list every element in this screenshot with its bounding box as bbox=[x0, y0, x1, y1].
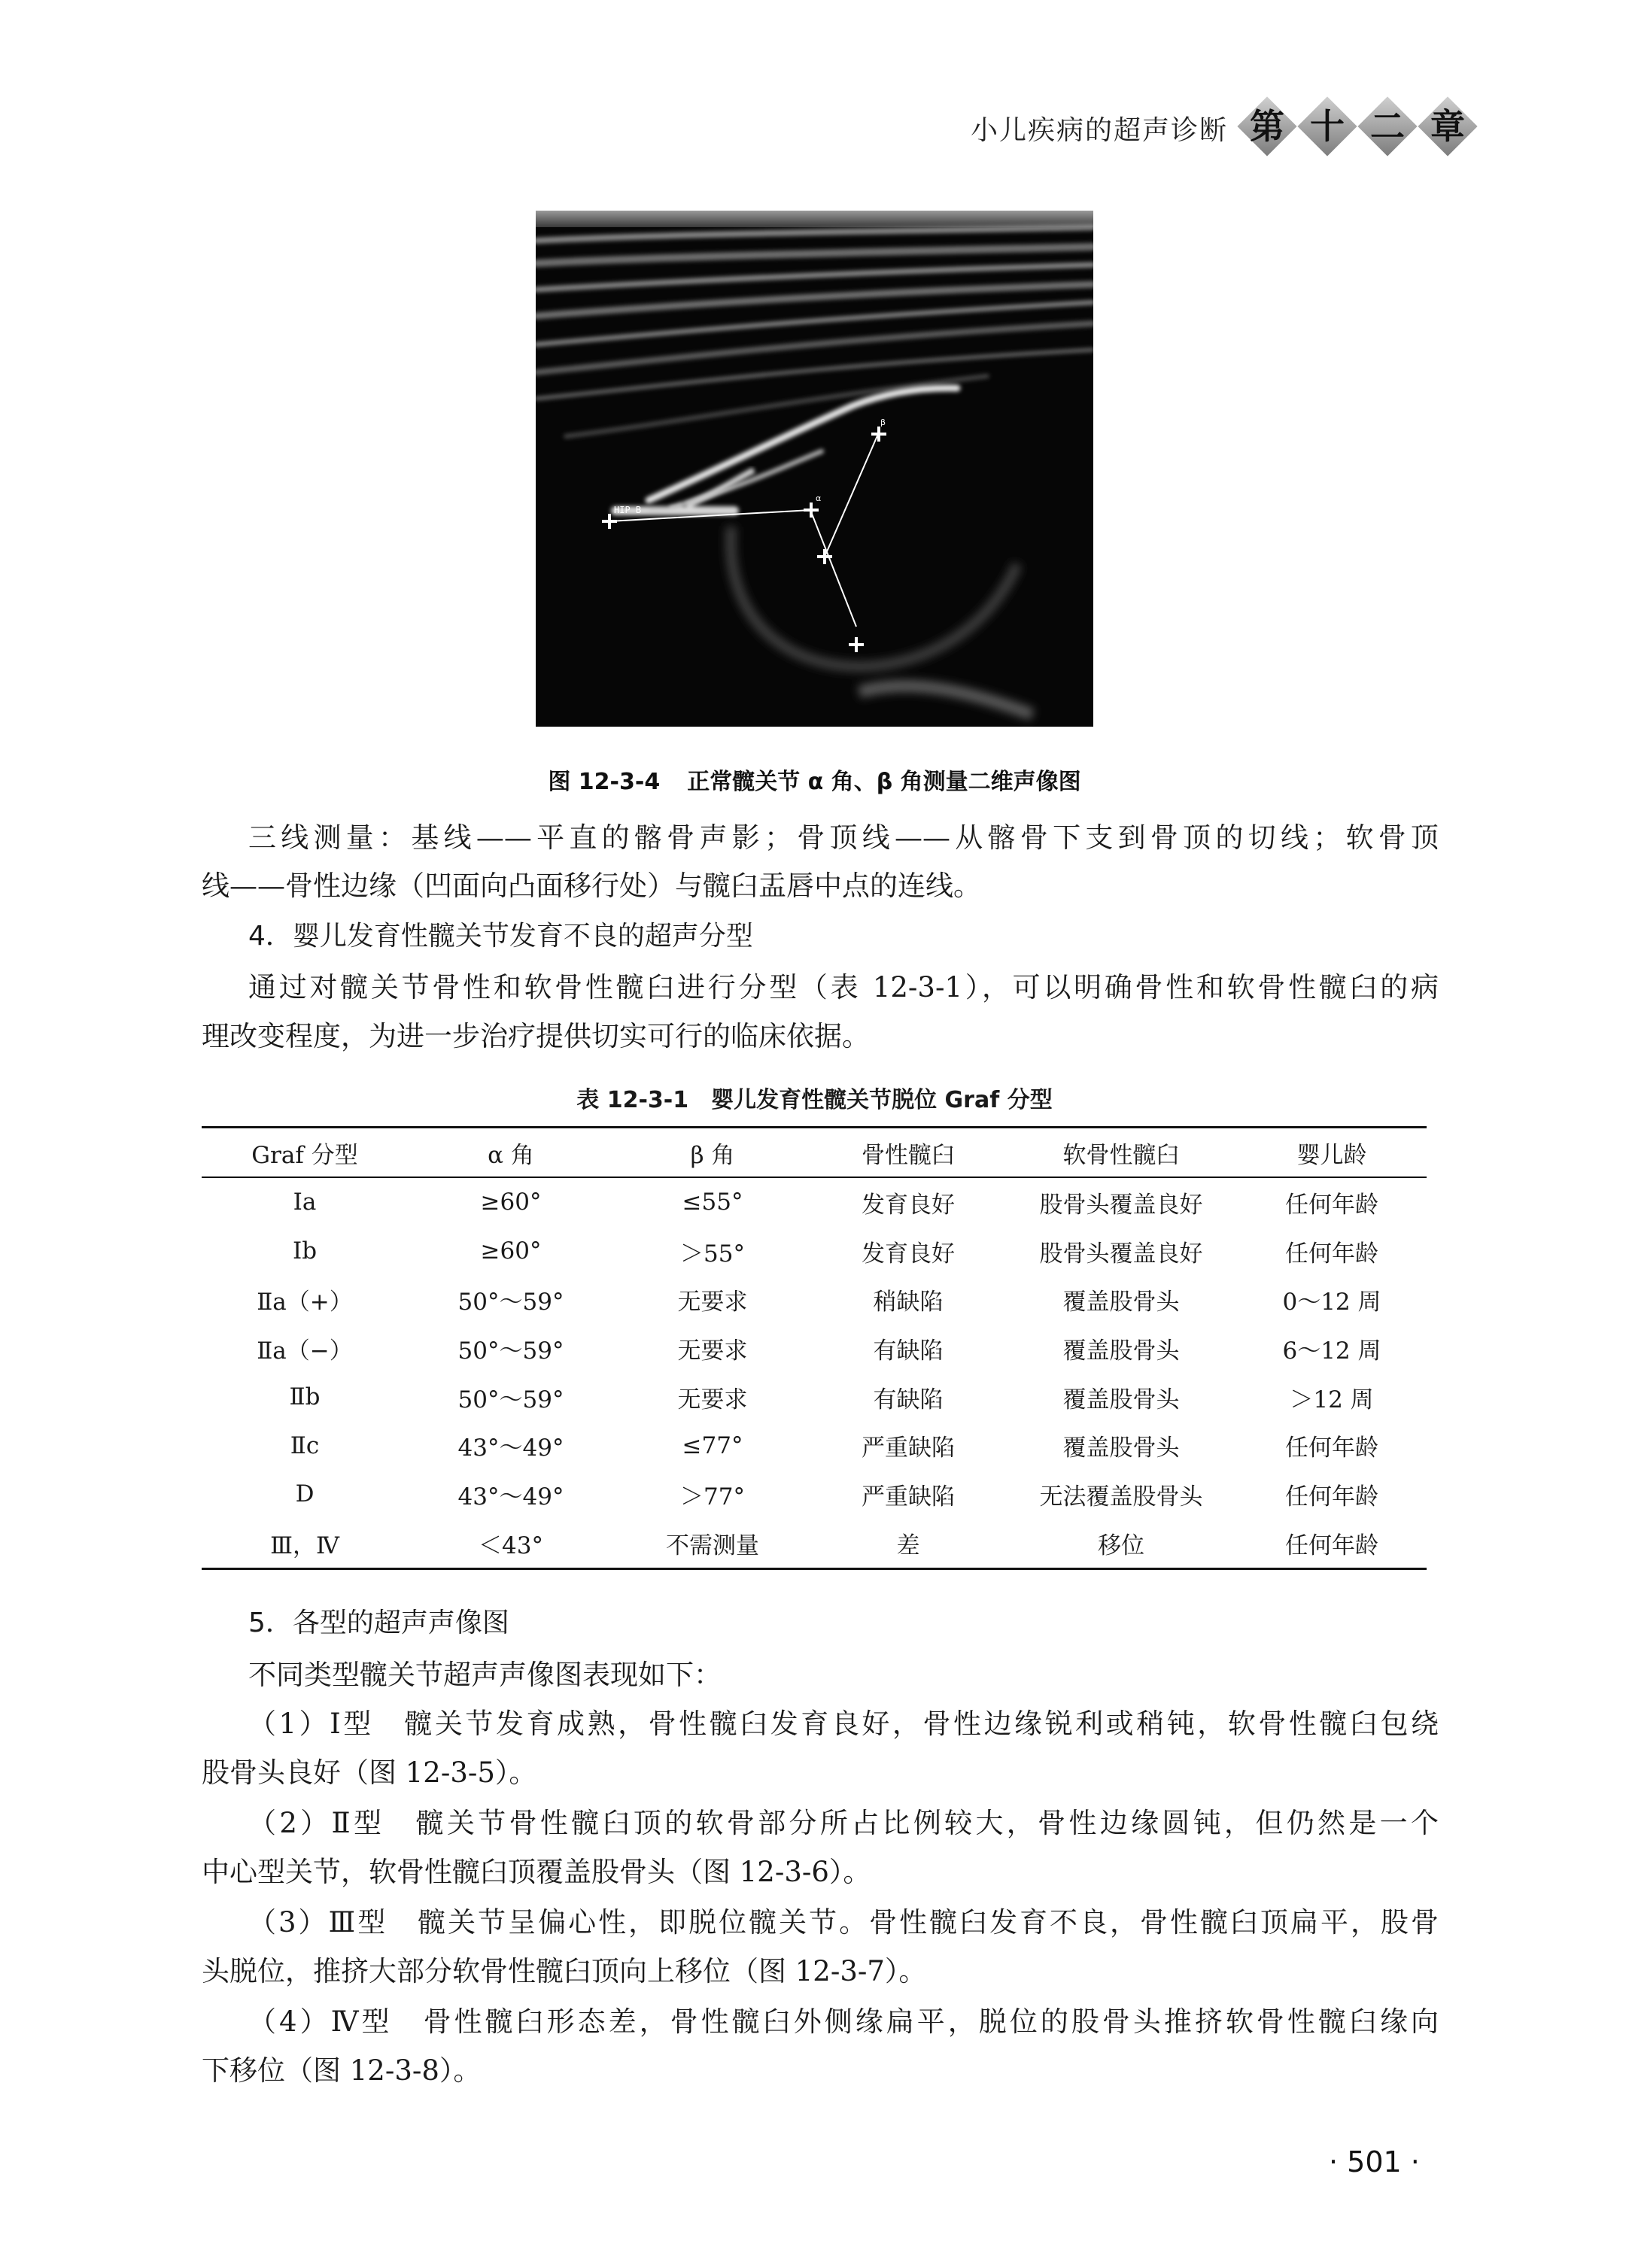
table-cell: 任何年龄 bbox=[1285, 1191, 1378, 1219]
col-header-alpha: α 角 bbox=[408, 1128, 614, 1178]
paragraph-type4-line1: （4）Ⅳ型 骨性髋臼形态差，骨性髋臼外侧缘扁平，脱位的股骨头推挤软骨性髋臼缘向 bbox=[248, 2005, 1439, 2038]
table-row bbox=[202, 1324, 1427, 1373]
table-cell: ＞55° bbox=[680, 1240, 745, 1268]
table-cell: ≤77° bbox=[682, 1432, 743, 1459]
paragraph-type1-line1: （1）Ⅰ型 髋关节发育成熟，骨性髋臼发育良好，骨性边缘锐利或稍钝，软骨性髋臼包绕 bbox=[248, 1708, 1439, 1740]
table-cell: 严重缺陷 bbox=[862, 1435, 955, 1462]
table-cell: 覆盖股骨头 bbox=[1062, 1289, 1180, 1316]
table-cell: 50°～59° bbox=[457, 1386, 564, 1413]
figure-caption-number: 图 12-3-4 bbox=[548, 769, 661, 795]
table-cell: Ⅱb bbox=[289, 1383, 321, 1411]
table-cell: 无法覆盖股骨头 bbox=[1039, 1483, 1203, 1510]
paragraph-three-lines-line1: 三线测量：基线——平直的髂骨声影；骨顶线——从髂骨下支到骨顶的切线；软骨顶 bbox=[248, 821, 1439, 854]
col-header-bony-roof: 骨性髋臼 bbox=[811, 1128, 1005, 1178]
table-caption-text: 婴儿发育性髋关节脱位 Graf 分型 bbox=[711, 1087, 1053, 1113]
table-cell: Ⅰb bbox=[292, 1237, 318, 1265]
table-cell: 覆盖股骨头 bbox=[1062, 1386, 1180, 1413]
paragraph-type2-line1: （2）Ⅱ型 髋关节骨性髋臼顶的软骨部分所占比例较大，骨性边缘圆钝，但仍然是一个 bbox=[248, 1807, 1439, 1839]
table-cell: 0～12 周 bbox=[1282, 1289, 1381, 1316]
table-cell: 任何年龄 bbox=[1285, 1483, 1378, 1510]
table-cell: 有缺陷 bbox=[873, 1386, 944, 1413]
table-cell: 有缺陷 bbox=[873, 1337, 944, 1365]
hip-label: HIP B bbox=[614, 505, 642, 515]
table-cell: 50°～59° bbox=[457, 1337, 564, 1365]
paragraph-type3-line1: （3）Ⅲ型 髋关节呈偏心性，即脱位髋关节。骨性髋臼发育不良，骨性髋臼顶扁平，股骨 bbox=[248, 1906, 1439, 1939]
table-cell: 任何年龄 bbox=[1285, 1532, 1378, 1559]
table-cell: 覆盖股骨头 bbox=[1062, 1435, 1180, 1462]
table-cell: ≥60° bbox=[480, 1237, 542, 1265]
table-cell: 43°～49° bbox=[457, 1483, 564, 1510]
figure-caption-text: 正常髋关节 α 角、β 角测量二维声像图 bbox=[687, 769, 1081, 795]
paragraph-three-lines-line2: 线——骨性边缘（凹面向凸面移行处）与髋臼盂唇中点的连线。 bbox=[202, 870, 981, 902]
table-row bbox=[202, 1519, 1427, 1568]
table-cell: 任何年龄 bbox=[1285, 1240, 1378, 1268]
page-number: · 501 · bbox=[1329, 2145, 1420, 2178]
ultrasound-image bbox=[536, 211, 1093, 727]
table-row bbox=[202, 1421, 1427, 1470]
chapter-char: 十 bbox=[1300, 99, 1354, 153]
heading-5: 5．各型的超声声像图 bbox=[248, 1608, 509, 1638]
table-cell: 稍缺陷 bbox=[873, 1289, 944, 1316]
table-cell: 无要求 bbox=[677, 1337, 748, 1365]
table-cell: Ⅱa（+） bbox=[257, 1289, 353, 1316]
table-cell: 差 bbox=[896, 1532, 920, 1559]
table-cell: 无要求 bbox=[677, 1289, 748, 1316]
table-caption-number: 表 12-3-1 bbox=[576, 1087, 689, 1113]
table-cell: 股骨头覆盖良好 bbox=[1039, 1240, 1203, 1268]
table-cell: ＞77° bbox=[680, 1483, 745, 1510]
table-cell: Ⅰa bbox=[293, 1189, 317, 1216]
table-row bbox=[202, 1470, 1427, 1519]
table-cell: Ⅱa（−） bbox=[257, 1337, 353, 1365]
table-cell: 无要求 bbox=[677, 1386, 748, 1413]
paragraph-type2-line2: 中心型关节，软骨性髋臼顶覆盖股骨头（图 12-3-6）。 bbox=[202, 1856, 871, 1888]
table-cell: 43°～49° bbox=[457, 1435, 564, 1462]
table-row bbox=[202, 1177, 1427, 1227]
paragraph-type4-line2: 下移位（图 12-3-8）。 bbox=[202, 2054, 482, 2087]
paragraph-intro: 不同类型髋关节超声声像图表现如下： bbox=[248, 1659, 722, 1691]
col-header-graf-type: Graf 分型 bbox=[202, 1128, 408, 1178]
beta-label: β bbox=[880, 417, 886, 427]
table-cell: 不需测量 bbox=[666, 1532, 759, 1559]
table-row bbox=[202, 1373, 1427, 1422]
table-cell: D bbox=[295, 1480, 315, 1508]
table-cell: 任何年龄 bbox=[1285, 1435, 1378, 1462]
table-header-row bbox=[202, 1128, 1427, 1178]
table-cell: ＞12 周 bbox=[1290, 1386, 1374, 1413]
table-caption bbox=[0, 1081, 1629, 1114]
chapter-char: 二 bbox=[1360, 99, 1415, 153]
table-cell: 50°～59° bbox=[457, 1289, 564, 1316]
table-cell: 发育良好 bbox=[862, 1191, 955, 1219]
table-cell: 覆盖股骨头 bbox=[1062, 1337, 1180, 1365]
paragraph-type1-line2: 股骨头良好（图 12-3-5）。 bbox=[202, 1756, 537, 1789]
paragraph-classify-line2: 理改变程度，为进一步治疗提供切实可行的临床依据。 bbox=[202, 1020, 870, 1052]
col-header-beta: β 角 bbox=[614, 1128, 811, 1178]
table-cell: ≥60° bbox=[480, 1189, 542, 1216]
table-cell: Ⅲ，Ⅳ bbox=[270, 1532, 339, 1559]
figure-caption bbox=[0, 763, 1629, 796]
table-cell: 发育良好 bbox=[862, 1240, 955, 1268]
table-cell: 严重缺陷 bbox=[862, 1483, 955, 1510]
col-header-age: 婴儿龄 bbox=[1237, 1128, 1427, 1178]
table-cell: 股骨头覆盖良好 bbox=[1039, 1191, 1203, 1219]
heading-4: 4．婴儿发育性髋关节发育不良的超声分型 bbox=[248, 921, 753, 952]
graf-classification-table bbox=[202, 1126, 1427, 1570]
alpha-label: α bbox=[816, 493, 822, 503]
table-row bbox=[202, 1227, 1427, 1276]
running-header-title: 小儿疾病的超声诊断 bbox=[971, 115, 1229, 146]
table-row bbox=[202, 1275, 1427, 1324]
table-cell: ≤55° bbox=[682, 1189, 743, 1216]
chapter-char: 章 bbox=[1421, 99, 1475, 153]
col-header-cartilage-roof: 软骨性髋臼 bbox=[1005, 1128, 1237, 1178]
table-cell: 移位 bbox=[1098, 1532, 1144, 1559]
paragraph-type3-line2: 头脱位，推挤大部分软骨性髋臼顶向上移位（图 12-3-7）。 bbox=[202, 1955, 927, 1987]
table-cell: 6～12 周 bbox=[1282, 1337, 1381, 1365]
chapter-char: 第 bbox=[1240, 99, 1294, 153]
table-cell: ＜43° bbox=[479, 1532, 543, 1559]
table-cell: Ⅱc bbox=[290, 1432, 320, 1459]
paragraph-classify-line1: 通过对髋关节骨性和软骨性髋臼进行分型（表 12-3-1），可以明确骨性和软骨性髋臼的病 bbox=[248, 971, 1439, 1003]
